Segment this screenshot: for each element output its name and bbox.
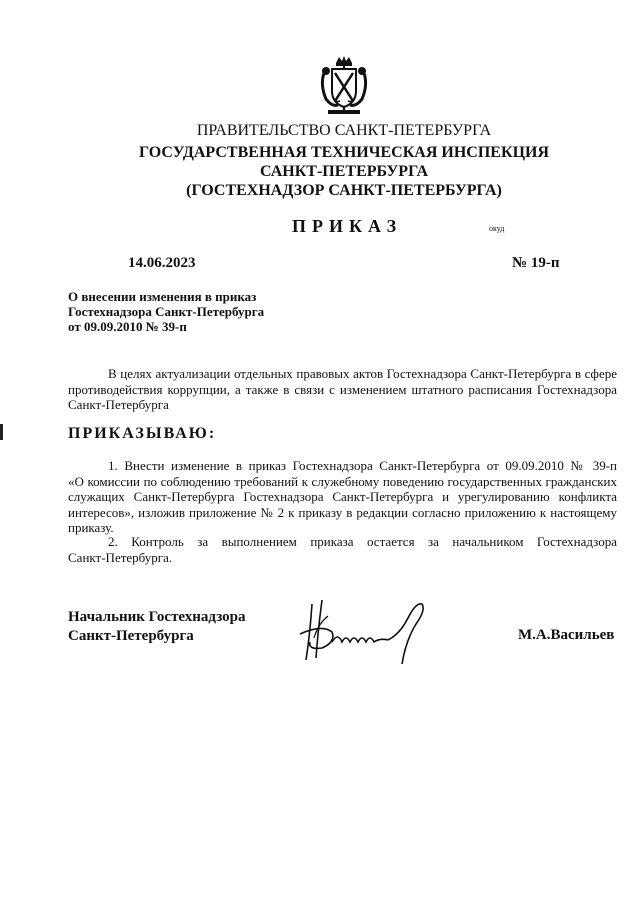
subject-line: О внесении изменения в приказ [68, 289, 257, 304]
header-agency-line2: САНКТ-ПЕТЕРБУРГА [259, 163, 429, 180]
item1-line: интересов», изложив приложение № 2 к приказу в редакции согласно приложению к настоящему [68, 504, 617, 520]
item1-line: 1. Внести изменение в приказ Гостехнадзора Санкт-Петербурга от 09.09.2010 № 39-п [108, 458, 617, 473]
document-number: № 19-п [512, 255, 560, 271]
document-type: ПРИКАЗ [292, 216, 403, 236]
item1-line: «О комиссии по соблюдению требований к служебному поведению государственных гражданских [68, 473, 617, 489]
document-subject [68, 289, 264, 334]
okud-label: окуд [489, 224, 505, 233]
item2-line: Санкт-Петербурга. [68, 549, 173, 565]
signatory-title [68, 608, 246, 646]
intro-line: В целях актуализации отдельных правовых актов Гостехнадзора Санкт-Петербурга в сфере [108, 366, 617, 381]
intro-paragraph [68, 366, 617, 413]
decree-word: ПРИКАЗЫВАЮ: [68, 425, 217, 442]
signatory-title-line1: Начальник Гостехнадзора [68, 609, 246, 625]
item2-line: 2. Контроль за выполнением приказа остается за начальником Гостехнадзора [108, 534, 617, 549]
handwritten-signature [292, 594, 432, 666]
item1-line: приказу. [68, 520, 114, 535]
signatory-name: М.А.Васильев [518, 627, 615, 643]
header-government: ПРАВИТЕЛЬСТВО САНКТ-ПЕТЕРБУРГА [196, 122, 492, 139]
subject-line: от 09.09.2010 № 39-п [68, 319, 187, 334]
signatory-title-line2: Санкт-Петербурга [68, 628, 194, 644]
intro-line: противодействия коррупции, а также в связи с изменением штатного расписания Гостехнадзора [68, 381, 617, 397]
intro-line: Санкт-Петербурга [68, 397, 169, 412]
item1-line: служащих Санкт-Петербурга Гостехнадзора Санкт-Петербурга и урегулированию конфликта [68, 489, 617, 504]
coat-of-arms-emblem [318, 55, 370, 117]
subject-line: Гостехнадзора Санкт-Петербурга [68, 304, 265, 319]
order-item-2 [68, 534, 617, 565]
margin-mark [0, 424, 3, 440]
order-item-1 [68, 458, 617, 536]
header-agency-line1: ГОСУДАРСТВЕННАЯ ТЕХНИЧЕСКАЯ ИНСПЕКЦИЯ [138, 144, 550, 161]
document-date: 14.06.2023 [128, 255, 196, 271]
header-agency-short: (ГОСТЕХНАДЗОР САНКТ-ПЕТЕРБУРГА) [186, 182, 502, 199]
